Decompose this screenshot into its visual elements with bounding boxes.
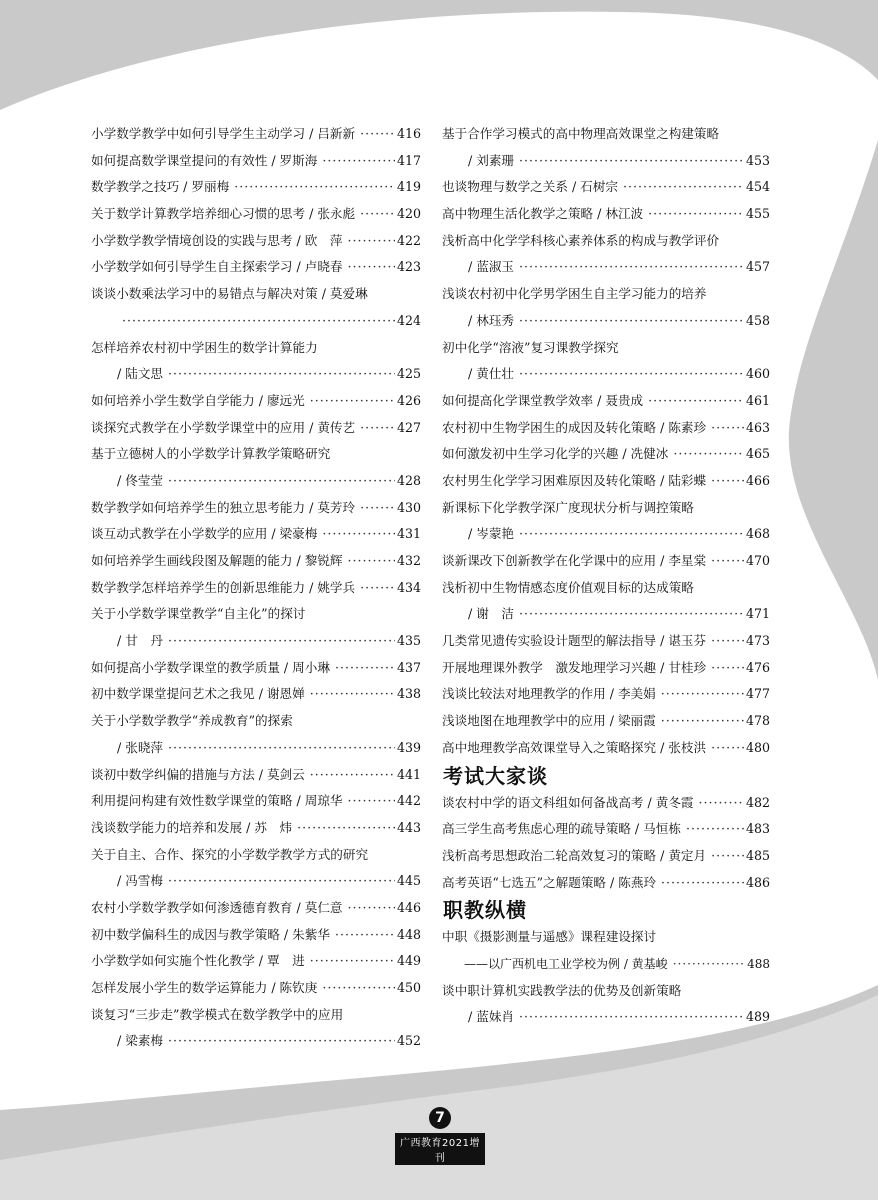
toc-entry-title: / 佟莹莹 [117, 472, 164, 488]
toc-entry[interactable] [91, 655, 421, 682]
toc-entry-title: / 梁素梅 [117, 1033, 164, 1049]
dot-leader [648, 201, 744, 228]
toc-entry-title: 初中数学偏科生的成因与教学策略 / 朱紫华 [91, 926, 330, 942]
toc-page-number: 477 [745, 686, 770, 702]
dot-leader [648, 388, 744, 415]
toc-page-number: 430 [396, 499, 421, 515]
toc-entry[interactable] [91, 762, 421, 789]
toc-entry-title[interactable]: 关于小学数学教学“养成教育”的探索 [91, 713, 293, 729]
dot-leader [348, 895, 395, 922]
toc-page-number: 478 [745, 713, 770, 729]
section-heading: 职教纵横 [443, 898, 527, 923]
toc-entry[interactable] [442, 628, 770, 655]
dot-leader [348, 548, 395, 575]
toc-page-number: 485 [745, 847, 770, 863]
journal-issue: 2021增刊 [434, 1138, 480, 1164]
toc-entry-title: 高中地理教学高效课堂导入之策略探究 / 张枝洪 [442, 739, 707, 755]
toc-page-number: 428 [396, 472, 421, 488]
toc-page-number: 419 [396, 179, 421, 195]
dot-leader [519, 361, 744, 388]
toc-entry-title: 几类常见遗传实验设计题型的解法指导 / 谌玉芬 [442, 633, 707, 649]
toc-page-number: 422 [396, 232, 421, 248]
toc-page-number: 455 [745, 206, 770, 222]
toc-entry[interactable] [91, 922, 421, 949]
toc-entry-title: 浅谈数学能力的培养和发展 / 苏 炜 [91, 819, 293, 835]
toc-entry[interactable] [442, 548, 770, 575]
toc-entry[interactable] [91, 361, 421, 388]
toc-page-number: 482 [745, 794, 770, 810]
toc-entry[interactable] [91, 495, 421, 522]
toc-entry[interactable] [91, 948, 421, 975]
toc-entry-title[interactable]: 中职《摄影测量与遥感》课程建设探讨 [442, 929, 657, 945]
toc-page-number: 468 [745, 526, 770, 542]
toc-entry[interactable] [91, 201, 421, 228]
toc-entry[interactable] [91, 895, 421, 922]
toc-entry[interactable] [442, 361, 770, 388]
dot-leader [661, 708, 744, 735]
toc-page-number: 417 [396, 152, 421, 168]
toc-page-number: 461 [745, 392, 770, 408]
toc-entry-title[interactable]: 怎样培养农村初中学困生的数学计算能力 [91, 339, 318, 355]
toc-entry[interactable] [442, 201, 770, 228]
toc-entry-title[interactable]: 基于立德树人的小学数学计算教学策略研究 [91, 446, 331, 462]
toc-entry[interactable] [442, 1004, 770, 1031]
toc-entry[interactable] [442, 951, 770, 978]
toc-page-number: 439 [396, 739, 421, 755]
toc-entry[interactable] [442, 468, 770, 495]
dot-leader [234, 174, 395, 201]
dot-leader [335, 655, 395, 682]
dot-leader [360, 495, 395, 522]
toc-page-number: 448 [396, 926, 421, 942]
dot-leader [360, 201, 395, 228]
toc-entry[interactable] [91, 575, 421, 602]
toc-page-number: 453 [745, 152, 770, 168]
toc-entry-title[interactable]: 浅析初中生物情感态度价值观目标的达成策略 [442, 579, 694, 595]
toc-entry-title: 如何提高数学课堂提问的有效性 / 罗斯海 [91, 152, 318, 168]
toc-entry[interactable] [91, 468, 421, 495]
toc-entry[interactable] [91, 174, 421, 201]
toc-entry-title[interactable]: 基于合作学习模式的高中物理高效课堂之构建策略 [442, 126, 720, 141]
toc-entry-title[interactable]: 初中化学“溶液”复习课教学探究 [442, 339, 619, 355]
toc-entry-title: 浅谈地图在地理教学中的应用 / 梁丽霞 [442, 713, 656, 729]
toc-entry[interactable] [442, 415, 770, 442]
toc-entry-title: 浅谈比较法对地理教学的作用 / 李美娟 [442, 686, 656, 702]
toc-entry-title[interactable]: 浅谈农村初中化学男学困生自主学习能力的培养 [442, 286, 707, 302]
toc-entry-title: 数学教学如何培养学生的独立思考能力 / 莫芳玲 [91, 499, 356, 515]
toc-entry-title: 农村初中生物学困生的成因及转化策略 / 陈素珍 [442, 419, 707, 435]
dot-leader [122, 308, 395, 335]
toc-entry-title: 谈农村中学的语文科组如何备战高考 / 黄冬霞 [442, 794, 694, 810]
toc-page-number: 458 [745, 312, 770, 328]
toc-page-number: 446 [396, 899, 421, 915]
toc-entry-title: 开展地理课外教学 激发地理学习兴趣 / 甘桂珍 [442, 659, 707, 675]
toc-page-number: 435 [396, 633, 421, 649]
toc-entry-title: / 岑蒙艳 [468, 526, 515, 542]
dot-leader [168, 361, 395, 388]
toc-page-number: 423 [396, 259, 421, 275]
toc-entry-title: 怎样发展小学生的数学运算能力 / 陈钦庚 [91, 980, 318, 995]
toc-entry[interactable] [442, 708, 770, 735]
page-number: 7 [429, 1107, 451, 1129]
toc-entry[interactable] [91, 628, 421, 655]
toc-page-number: 471 [745, 606, 770, 622]
toc-entry[interactable] [442, 148, 770, 175]
toc-page-number: 420 [396, 206, 421, 222]
dot-leader [168, 868, 395, 895]
toc-entry-title[interactable]: 新课标下化学教学深广度现状分析与调控策略 [442, 499, 694, 515]
toc-entry-title: / 张晓萍 [117, 739, 164, 755]
toc-page-number: 480 [745, 739, 770, 755]
toc-entry[interactable] [442, 521, 770, 548]
toc-entry-title: / 林珏秀 [468, 312, 515, 328]
toc-entry-title: 浅析高考思想政治二轮高效复习的策略 / 黄定月 [442, 847, 707, 863]
toc-entry-title: 小学数学教学中如何引导学生主动学习 / 吕新新 [91, 126, 356, 141]
dot-leader [661, 681, 744, 708]
toc-entry[interactable] [442, 308, 770, 335]
toc-entry-title: 谈新课改下创新教学在化学课中的应用 / 李星棠 [442, 553, 707, 568]
toc-page-number: 457 [745, 259, 770, 275]
dot-leader [673, 441, 744, 468]
toc-entry-title: ——以广西机电工业学校为例 / 黄基峻 [464, 956, 668, 971]
toc-entry-title: 关于数学计算教学培养细心习惯的思考 / 张永彪 [91, 206, 356, 222]
toc-page-number: 466 [745, 472, 770, 488]
dot-leader [322, 521, 395, 548]
toc-entry-title[interactable]: 谈谈小数乘法学习中的易错点与解决对策 / 莫爱琳 [91, 286, 368, 302]
dot-leader [711, 735, 744, 762]
toc-entry-title: / 谢 洁 [468, 606, 515, 622]
toc-entry-title: 小学数学如何实施个性化教学 / 覃 进 [91, 953, 305, 969]
toc-entry[interactable] [91, 788, 421, 815]
dot-leader [348, 254, 395, 281]
toc-page-number: 450 [396, 980, 421, 995]
toc-page-number: 441 [396, 766, 421, 782]
toc-entry-title[interactable]: 谈复习“三步走”教学模式在数学教学中的应用 [91, 1006, 344, 1022]
toc-entry-title: 高考英语“七选五”之解题策略 / 陈燕玲 [442, 874, 657, 890]
page-footer [395, 1107, 485, 1165]
toc-entry-title: 初中数学课堂提问艺术之我见 / 谢恩婵 [91, 686, 305, 702]
section-heading: 考试大家谈 [443, 763, 548, 788]
toc-entry-title: 小学数学如何引导学生自主探索学习 / 卢晓春 [91, 259, 343, 275]
dot-leader [686, 816, 744, 843]
toc-entry-title: / 冯雪梅 [117, 873, 164, 889]
dot-leader [711, 655, 744, 682]
toc-page-number: 424 [396, 312, 421, 328]
dot-leader [168, 468, 395, 495]
toc-entry-title[interactable]: 谈中职计算机实践教学法的优势及创新策略 [442, 982, 682, 998]
dot-leader [348, 228, 395, 255]
dot-leader [322, 148, 395, 175]
toc-page-number: 483 [745, 821, 770, 837]
dot-leader [519, 521, 744, 548]
toc-page-number: 470 [745, 553, 770, 568]
toc-entry-title: 数学教学怎样培养学生的创新思维能力 / 姚学兵 [91, 579, 356, 595]
dot-leader [661, 870, 744, 897]
toc-page-number: 449 [396, 953, 421, 969]
toc-entry[interactable] [442, 681, 770, 708]
toc-entry-title[interactable]: 浅析高中化学学科核心素养体系的构成与教学评价 [442, 232, 720, 248]
dot-leader [711, 843, 744, 870]
toc-page-number: 426 [396, 392, 421, 408]
toc-entry-title: / 甘 丹 [117, 633, 164, 649]
toc-entry[interactable] [91, 388, 421, 415]
toc-entry-title: 农村男生化学学习困难原因及转化策略 / 陆彩蝶 [442, 472, 707, 488]
toc-page-number: 437 [396, 659, 421, 675]
toc-entry-title: 也谈物理与数学之关系 / 石树宗 [442, 179, 618, 195]
dot-leader [310, 762, 395, 789]
toc-page-number: 438 [396, 686, 421, 702]
toc-entry-title: 谈探究式教学在小学数学课堂中的应用 / 黄传艺 [91, 419, 356, 435]
toc-entry[interactable] [91, 815, 421, 842]
toc-entry[interactable] [91, 681, 421, 708]
toc-page-number: 460 [745, 366, 770, 382]
toc-entry[interactable] [91, 548, 421, 575]
toc-entry-title: 谈初中数学纠偏的措施与方法 / 莫剑云 [91, 766, 305, 782]
toc-entry-title: / 蓝淑玉 [468, 259, 515, 275]
toc-page-number: 476 [745, 659, 770, 675]
toc-entry-title: 如何培养学生画线段图及解题的能力 / 黎锐辉 [91, 553, 343, 568]
dot-leader [711, 468, 744, 495]
toc-page-number: 442 [396, 793, 421, 809]
toc-page-number: 454 [745, 179, 770, 195]
toc-entry[interactable] [442, 388, 770, 415]
dot-leader [335, 922, 395, 949]
toc-page-number: 488 [747, 956, 770, 971]
toc-entry[interactable] [91, 975, 421, 1002]
toc-entry-title: 小学数学教学情境创设的实践与思考 / 欧 萍 [91, 232, 343, 248]
toc-page-number: 486 [745, 874, 770, 890]
dot-leader [519, 601, 744, 628]
dot-leader [360, 121, 395, 148]
toc-entry[interactable] [442, 601, 770, 628]
dot-leader [623, 174, 744, 201]
dot-leader [310, 681, 395, 708]
toc-page-number: 463 [745, 419, 770, 435]
toc-entry-title: 如何提高小学数学课堂的教学质量 / 周小琳 [91, 659, 330, 675]
dot-leader [711, 628, 744, 655]
toc-entry[interactable] [91, 521, 421, 548]
dot-leader [310, 948, 395, 975]
toc-entry[interactable] [91, 254, 421, 281]
toc-entry[interactable] [442, 870, 770, 897]
toc-page-number: 443 [396, 819, 421, 835]
toc-entry[interactable] [91, 868, 421, 895]
toc-entry-title: 高中物理生活化教学之策略 / 林江波 [442, 206, 644, 222]
toc-page-number: 489 [745, 1009, 770, 1025]
toc-entry[interactable] [91, 1028, 421, 1055]
toc-entry[interactable] [91, 308, 421, 335]
toc-right-column [442, 121, 770, 1031]
toc-entry-title: 如何激发初中生学习化学的兴趣 / 冼健冰 [442, 446, 669, 462]
toc-entry-title: 如何提高化学课堂教学效率 / 聂贵成 [442, 392, 644, 408]
dot-leader [519, 148, 744, 175]
toc-entry[interactable] [442, 254, 770, 281]
toc-entry[interactable] [442, 174, 770, 201]
toc-entry-title[interactable]: 关于自主、合作、探究的小学数学教学方式的研究 [91, 846, 369, 862]
dot-leader [711, 548, 744, 575]
toc-page-number: 416 [396, 126, 421, 141]
toc-entry-title: 谈互动式教学在小学数学的应用 / 梁豪梅 [91, 526, 318, 542]
toc-page-number: 432 [396, 553, 421, 568]
toc-entry-title: 高三学生高考焦虑心理的疏导策略 / 马恒栋 [442, 821, 681, 837]
toc-entry[interactable] [91, 415, 421, 442]
dot-leader [360, 575, 395, 602]
toc-entry-title[interactable]: 关于小学数学课堂教学“自主化”的探讨 [91, 606, 306, 622]
dot-leader [360, 415, 395, 442]
toc-entry-title: / 黄仕壮 [468, 366, 515, 382]
toc-entry-title: 如何培养小学生数学自学能力 / 廖远光 [91, 392, 305, 408]
toc-entry-title: 数学教学之技巧 / 罗丽梅 [91, 179, 230, 195]
dot-leader [168, 628, 395, 655]
toc-entry[interactable] [91, 148, 421, 175]
toc-entry-title: 利用提问构建有效性数学课堂的策略 / 周琼华 [91, 793, 343, 809]
toc-entry[interactable] [91, 228, 421, 255]
toc-page-number: 445 [396, 873, 421, 889]
toc-page-number: 465 [745, 446, 770, 462]
toc-entry[interactable] [442, 655, 770, 682]
toc-entry[interactable] [442, 441, 770, 468]
journal-name: 广西教育 [400, 1138, 443, 1149]
toc-entry-title: 农村小学数学教学如何渗透德育教育 / 莫仁意 [91, 899, 343, 915]
toc-page-number: 452 [396, 1033, 421, 1049]
dot-leader [310, 388, 395, 415]
dot-leader [297, 815, 395, 842]
toc-entry[interactable] [91, 735, 421, 762]
dot-leader [348, 788, 395, 815]
toc-entry-title: / 刘素珊 [468, 152, 515, 168]
toc-page-number: 427 [396, 419, 421, 435]
toc-page-number: 473 [745, 633, 770, 649]
dot-leader [168, 735, 395, 762]
dot-leader [673, 951, 745, 978]
dot-leader [519, 308, 744, 335]
toc-page-number: 434 [396, 579, 421, 595]
journal-tag [395, 1133, 485, 1165]
toc-entry[interactable] [91, 121, 421, 148]
toc-page-number: 431 [396, 526, 421, 542]
toc-entry[interactable] [442, 735, 770, 762]
dot-leader [699, 790, 744, 817]
dot-leader [711, 415, 744, 442]
dot-leader [519, 1004, 744, 1031]
toc-entry[interactable] [442, 843, 770, 870]
dot-leader [519, 254, 744, 281]
dot-leader [322, 975, 395, 1002]
toc-entry-title: / 陆文思 [117, 366, 164, 382]
dot-leader [168, 1028, 395, 1055]
toc-entry[interactable] [442, 816, 770, 843]
toc-left-column [91, 121, 421, 1055]
toc-entry-title: / 蓝妹肖 [468, 1009, 515, 1025]
toc-page-number: 425 [396, 366, 421, 382]
toc-entry[interactable] [442, 790, 770, 817]
